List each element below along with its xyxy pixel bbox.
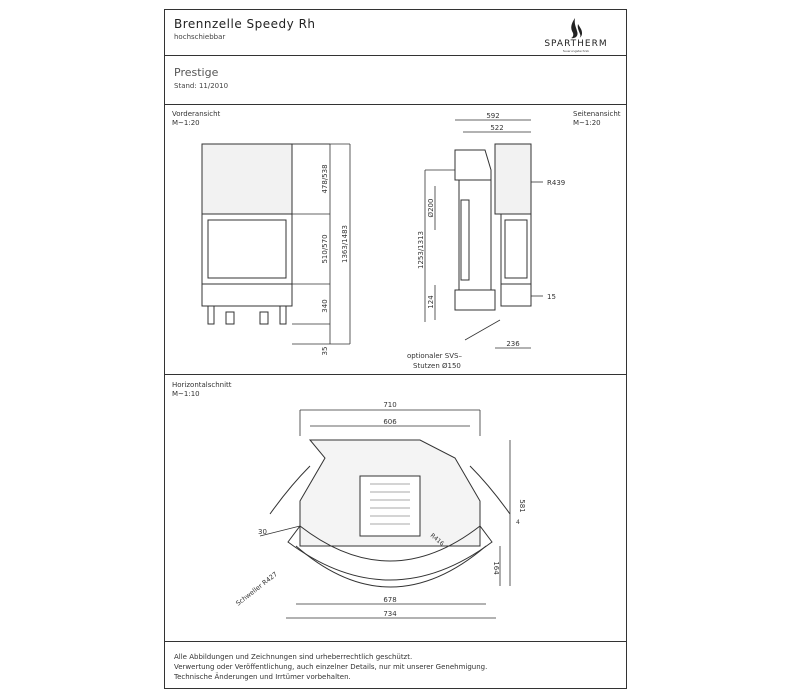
brand-name: SPARTHERM <box>544 39 608 49</box>
drawing-title: Brennzelle Speedy Rh <box>174 17 316 31</box>
front-view-label: Vorderansicht M~1:20 <box>172 110 221 127</box>
dim-label: Ø200 <box>427 198 435 218</box>
model-name: Prestige <box>174 66 219 79</box>
dim-label: 478/538 <box>321 164 329 194</box>
dim-label: 4 <box>516 519 520 526</box>
dim-label: 1253/1313 <box>417 231 425 269</box>
dim-label: 124 <box>427 295 435 309</box>
dim-label: 340 <box>321 299 329 313</box>
model-stand: Stand: 11/2010 <box>174 82 229 90</box>
side-note: optionaler SVS– <box>407 352 462 360</box>
divider <box>164 104 627 105</box>
side-view-label: Seitenansicht M~1:20 <box>573 110 621 127</box>
dim-label: 734 <box>383 610 397 618</box>
dim-label: 581 <box>518 499 526 513</box>
dim-label: R416 <box>428 532 446 548</box>
brand-tagline: feuerungstechnik <box>562 49 590 53</box>
divider <box>164 641 627 642</box>
brand-logo <box>527 14 625 58</box>
drawing-subtitle: hochschiebbar <box>174 33 226 41</box>
side-view-drawing <box>405 110 585 375</box>
horizontal-section-label: Horizontalschnitt M~1:10 <box>172 381 232 398</box>
dim-label: 15 <box>547 293 556 301</box>
schweller-note: Schweller R427 <box>234 570 279 608</box>
side-note: Stutzen Ø150 <box>413 362 461 370</box>
footer-notice: Alle Abbildungen und Zeichnungen sind urheberrechtlich geschützt. Verwertung oder Veröffentlichung, auch einzelner Details, nur mit unserer Genehmigung. Technische Änderungen und Irrtümer vorbehalten. <box>174 653 488 681</box>
dim-label: 510/570 <box>321 234 329 264</box>
flame-icon <box>527 14 625 54</box>
dim-label: 236 <box>506 340 520 348</box>
dim-label: 30 <box>258 528 267 536</box>
front-view-drawing <box>190 130 380 370</box>
dim-label: 35 <box>321 346 329 356</box>
dim-label: 592 <box>486 112 500 120</box>
dim-label: 606 <box>383 418 397 426</box>
dim-label: 710 <box>383 401 397 409</box>
dim-label: 678 <box>383 596 397 604</box>
dim-label: 1363/1483 <box>341 225 349 263</box>
horizontal-section-drawing <box>230 396 550 636</box>
dim-label: 522 <box>490 124 504 132</box>
dim-label: 164 <box>492 561 500 575</box>
dim-label: R439 <box>547 179 566 187</box>
